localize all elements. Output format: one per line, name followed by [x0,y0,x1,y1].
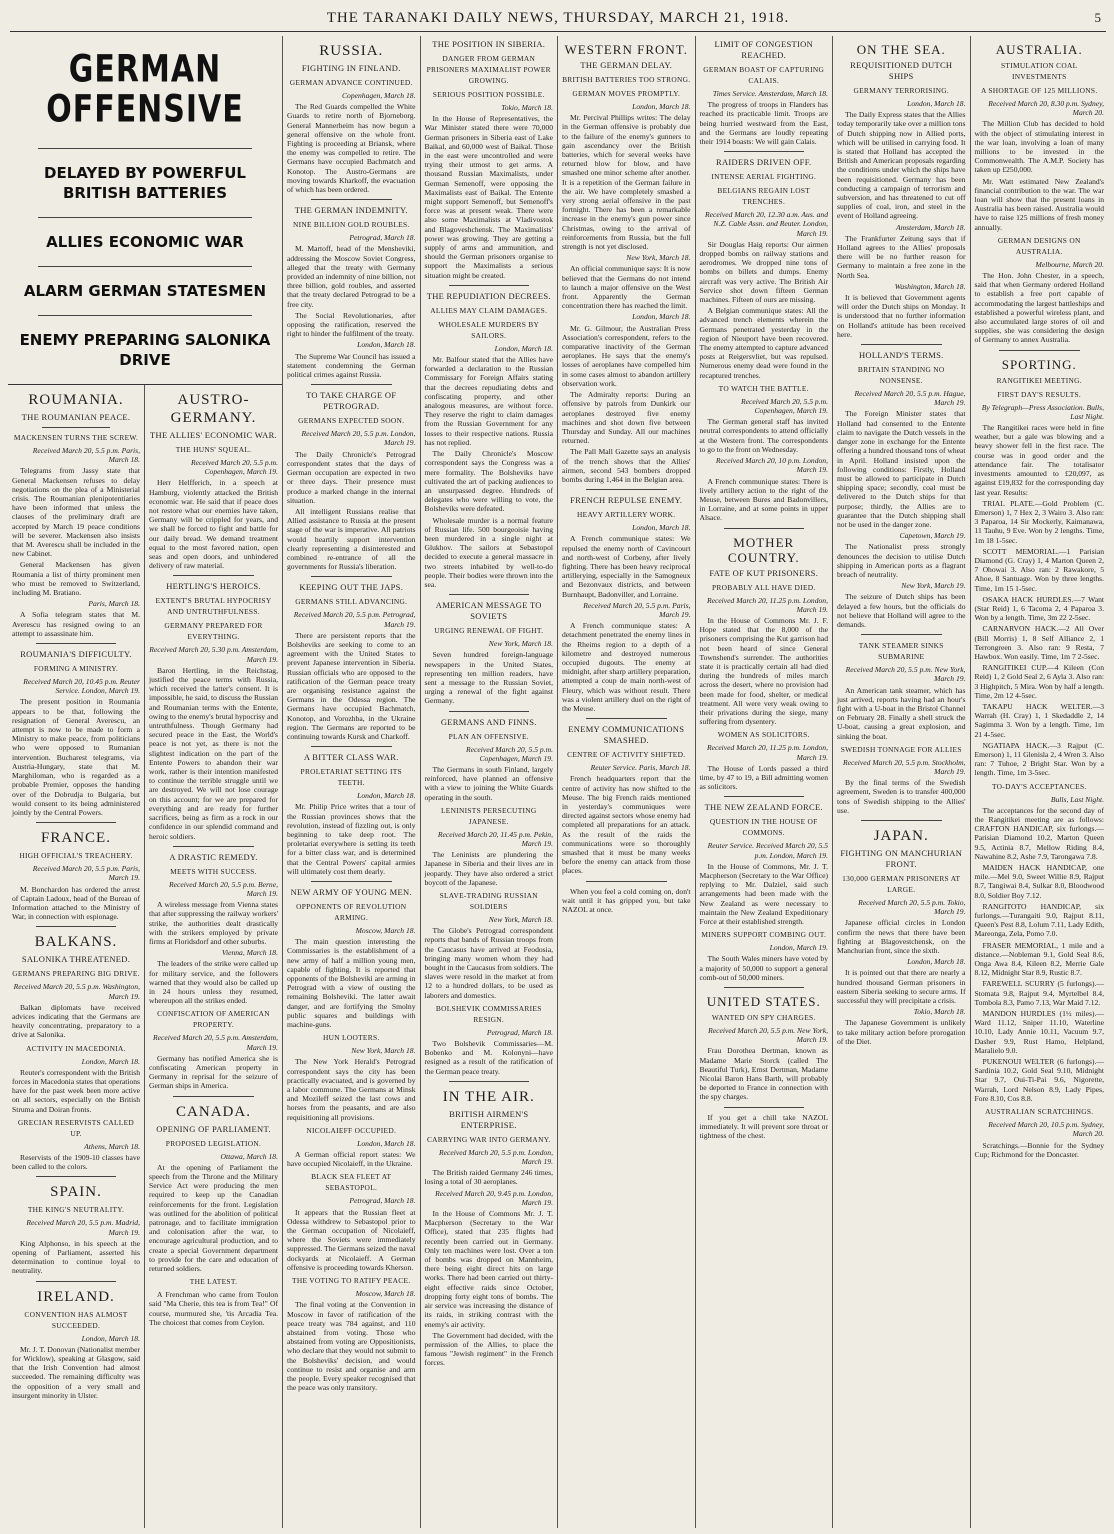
article-body: Seven hundred foreign-language newspapers in the United States, representing ten million readers, have sent a message to the Russian Soviet, urging a renewal of the fight against Germany. [424,650,553,706]
kicker: TO WATCH THE BATTLE. [718,383,809,393]
article-body: Mr. G. Gilmour, the Australian Press Association's correspondent, refers to the comparative inactivity of the German aeroplanes. He says that the enemy's losses of aeroplanes have compelled him in some cases almost to abandon artillery observation work. [562,323,691,388]
kicker: GERMANY PREPARED FOR EVERYTHING. [164,621,263,642]
dateline: Moscow, March 18. [355,1289,416,1299]
article-body: The Pall Mall Gazette says an analysis of the trench shows that the Allies' airmen, second 543 bombers dropped bombs during 1,464 in the Belgian area. [562,447,691,484]
lead-headlines [8,47,282,370]
dateline: Received March 20, 5.30 p.m. Amsterdam, March 19. [149,645,278,664]
article-body: The New York Herald's Petrograd correspondent says the city has been practically evacuated, and is governed by a labor commune. The Germans at Minsk and Mozileff seized the last cows and horses from the peasants, and are also requisitioning all provisions. [287,1057,416,1122]
kicker: EXTENT'S BRUTAL HYPOCRISY AND UNTRUTHFULNESS. [155,596,272,617]
article-body: The Germans in south Finland, largely reinforced, have planned an offensive with a view to joining the White Guards operating in the south. [424,764,553,802]
kicker: FORMING A MINISTRY. [33,664,119,674]
dateline: London, March 18. [357,340,416,350]
article-body: The Frankfurter Zeitung says that if Holland agrees to the Allies' proposals there will be no further reason for Germany to maintain a free zone in the North Sea. [837,233,966,280]
article-body: M. Bonchardon has ordered the arrest of Captain Ladoux, head of the Bureau of Information attached to the Ministry of War, in connection with espionage. [12,884,140,922]
dateline: Received March 20, 5.5 p.m. Hague, March 19. [854,389,966,408]
article-body: It appears that the Russian fleet at Odessa withdrew to Sebastopol prior to the German occupation of Nicolaieff, where the Soviets were immediately suppressed. The Germans seized the naval dockyards at Nicolaieff. A German offensive is proceeding towards Kherson. [287,1207,416,1272]
kicker: THE HUNS' SQUEAL. [175,445,252,454]
kicker: SALONIKA THREATENED. [21,954,131,965]
column-7 [833,36,971,1528]
kicker: STIMULATION COAL INVESTMENTS [1001,61,1078,81]
dateline: Washington, March 18. [894,281,966,291]
article-body: In the House of Commons, Mr. J. T. Macpherson (Secretary to the War Office) replying to Mr. Dalziel, said such arrangements had been made with the New Zealand as were necessary to maintain the New Zealand Expeditionary Force at their established strength. [699,861,828,926]
section-head: HERTLING'S HEROICS. [166,581,261,592]
dateline: Received March 20, 12.30 a.m. Aus. and N.Z. Cable Assn. and Reuter. London, March 19. [705,210,828,238]
article-body: The Japanese Government is unlikely to take military action before prorogation of the Diet. [837,1018,966,1046]
kicker: BRITAIN STANDING NO NONSENSE. [857,365,945,386]
article-body: Mr. Percival Phillips writes: The delay in the German offensive is probably due to the failure of the enemy's gunners to gain ascendancy over the British batteries, which for several weeks have returned blow for blow, and have smashed one minor scheme after another. It is a repetition of the German failure in the air. We have completely smashed a very strong aerial offensive in the past fortnight. There has been a remarkable increase in the enemy's gun power since Christmas, owing to the arrival of reinforcements from Russia, but the full strength is not yet disclosed. [562,113,691,252]
kicker: BOLSHEVIK COMMISSARIES RESIGN. [435,1003,542,1024]
dateline: Received March 20, 5.5 p.m. Madrid, March 19. [26,1218,140,1237]
dateline: Received March 20, 5.5 p.m. Paris, March 19. [583,600,691,619]
dateline: New York, March 18. [626,253,691,263]
acceptance-list: FAREWELL SCURRY (5 furlongs).—Stomata 9.8, Rajput 9.4, Myrtelbel 8.4, Tombola 8.3, Pamo 7.13, War Maid 7.12. [974,979,1104,1007]
kicker: THE GERMAN DELAY. [580,60,673,70]
headline-delayed: DELAYED BY POWERFUL BRITISH BATTERIES [44,164,246,202]
dateline: Received March 20, 8.30 p.m. Sydney, March 20. [988,99,1104,118]
section-head: WESTERN FRONT. [564,42,689,57]
dateline: Capetown, March 19. [899,531,966,541]
article-body: French headquarters report that the centre of activity has now shifted to the Meuse. The big French raids mentioned in yesterday's communiques were directed against sectors whose enemy had completed all preparations for an attack. As the result of the raids the communications were so thoroughly smashed that it must be many weeks before the enemy can attack from those places. [562,774,691,876]
article-body: A Frenchman who came from Toulon said "Ma Cherie, this tea is from Tea!" Of course, murmured she, 'tis Arcadia Tea. The choicest that comes from Ceylon. [149,1290,278,1327]
kicker: FATE OF KUT PRISONERS. [709,567,819,578]
dateline: Moscow, March 18. [355,926,416,935]
section-head: THE NEW ZEALAND FORCE. [704,802,823,813]
section-head: ENEMY COMMUNICATIONS SMASHED. [568,724,685,746]
article-body: It is believed that Government agents will order the Dutch ships on Monday. It is understood that no further information on Holland's attitude has been received here. [837,293,966,339]
column-3 [283,36,421,1528]
section-head: UNITED STATES. [706,994,821,1010]
columns [8,36,1108,1528]
kicker: NICOLAIEFF OCCUPIED. [306,1125,397,1135]
dateline: London, March 18. [632,523,691,533]
kicker: CONFISCATION OF AMERICAN PROPERTY. [157,1009,270,1030]
section-head: BALKANS. [34,934,118,951]
dateline: London, March 18. [907,957,966,967]
kicker: THE LATEST. [189,1277,238,1287]
article-body: The Foreign Minister states that Holland had consented to the Entente claim to navigate the Dutch vessels in the danger zone in exchange for the Entente offering a hundred thousand tons of wheat in April. Holland insisted upon the following conditions: Firstly, Holland must be allowed to participate in Dutch shipping space; secondly, coal must be delivered to the Dutch ships for that purpose; thirdly, the Allies are to guarantee that the Dutch shipping shall not be used in the danger zone. [837,409,966,529]
section-head: THE GERMAN INDEMNITY. [294,205,408,216]
dateline: New York, March 18. [351,1046,416,1056]
kicker: LENINISTS PERSECUTING JAPANESE. [440,805,537,826]
article-body: The Red Guards compelled the White Guards to retire north of Bjorneborg. General Mannerheim has now begun a general offensive on the whole front. Fighting is proceeding at Briansk, where the enemy was compelled to retire. The Germans have occupied Bachmatch and Konotop. The Austro-Germans are moving towards Kharkoff, the evacuation of which has been ordered. [287,102,416,195]
kicker: BRITISH BATTERIES TOO STRONG. [562,75,691,84]
dateline: Tokio, March 18. [501,103,553,112]
kicker: AUSTRALIAN SCRATCHINGS. [985,1107,1094,1117]
article-body: Mr. J. T. Donovan (Nationalist member for Wicklow), speaking at Glasgow, said that the Irish Convention had almost succeeded. The remaining difficulty was the opposition of a very small and insurgent minority in Ulster. [12,1344,140,1400]
article-body: An American tank steamer, which has just arrived, reports having had an hour's fight with a U-boat in the Bristol Channel on February 28. Finally a shell struck the U-boat, causing a great explosion, and sinking the boat. [837,685,966,741]
dateline: Melbourne, March 20. [1035,259,1104,269]
article-body: An official communique says: It is now believed that the Germans do not intend to launch a major offensive on the West front. Apparently the German concentration there has reached the limit. [562,264,691,311]
dateline: Received March 20, 5.5 p.m. Copenhagen, March 19. [740,396,828,416]
article-body: M. Martoff, head of the Mensheviki, addressing the Moscow Soviet Congress, alleged that the treaty with Germany provided an indemnity of nine billion, not three billion, gold roubles, and asserted that the treaty declared Petrograd to be a free city. [287,244,416,309]
dateline: Received March 20, 5.5 p.m. Paris, March 19. [32,864,140,883]
article-body: A French communique states: We repulsed the enemy north of Cavincourt and north-west of Corbeny, after lively fighting. There has been heavy reciprocal artillerying, especially in the Samogneux and Bezonvaux districts, and between Burnhaupt, Badonviller, and Lorraine. [562,534,691,599]
article-body: Mr. Watt estimated New Zealand's financial contribution to the war. The war loan will show that the present loans in Australia has been raised. Australia would have to raise 125 millions of fresh money annually. [974,176,1104,232]
kicker: RANGITIKEI MEETING. [996,375,1082,385]
kicker: TANK STEAMER SINKS SUBMARINE [858,641,944,662]
kicker: REQUISITIONED DUTCH SHIPS [850,60,953,81]
kicker: SWEDISH TONNAGE FOR ALLIES [840,744,962,754]
article-body: Telegrams from Jassy state that General Mackensen refuses to delay negotiations on the plea of a Ministerial crisis. The Roumanian plenipotentiaries have been informed that unless the clauses of the preliminary draft are accepted by March 19 peace conditions will be severer. Mackensen also insists that M. Averescu shall be included in the new Cabinet. [12,466,140,559]
article-body: In the House of Commons Mr. J. T. Macpherson (Secretary to the War Office), stated that 235 flights had recently been carried out in Germany. Only ten machines were lost. Over a ton of bombs was dropped on Mannheim, there being eight direct hits on large works. There had been carried out thirty-eight effective raids since October, dropping forty eight tons of bombs. The air service was increasing the distance of its raids, in striking contrast with the enemy's air activity. [424,1209,553,1329]
article-body: Herr Helfferich, in a speech at Hamburg, violently attacked the British economic war. He said that if peace does not restore what our enemies have taken, Germany will be crippled for years, and we shall be forced to fight and battle for our daily bread. We demand treatment equal to the most favored nation, open seas and open doors, and unhindered delivery of raw material. [149,478,278,571]
kicker: WHOLESALE MURDERS BY SAILORS. [438,319,540,340]
race-result: NGATIAPA HACK.—3 Rajput (C. Emerson) 1, 11 Glenisla 2, 4 Wren 3. Also ran: 7 Tuhoe, 2 Bright Star. Won by a length. Time, 1m 3-5sec. [974,740,1104,778]
kicker: THE ROUMANIAN PEACE. [21,412,131,422]
article-body: There are persistent reports that the Bolsheviks are seeking to come to an agreement with the United States to prevent Japanese intervention in Siberia. Russian officials who are opposed to the ratification of the German peace treaty are organising resistance against the Germans in the Odessa region. The Germans have occupied Bachmatch, Konotop, and Vorozhba, in the Ukraine region. The Germans are reported to be continuing towards Kursk and Charkoff. [287,630,416,741]
section-head: RUSSIA. [319,43,384,59]
article-body: King Alphonso, in his speech at the opening of Parliament, asserted his determination to continue loyal to neutrality. [12,1238,140,1276]
dateline: Received March 20, 5.5 p.m. New York, March 19. [708,1026,828,1045]
article-body: The leaders of the strike were called up for military service, and the followers warned that they would also be called up in 24 hours unless they resumed, whereupon all the strikes ended. [149,959,278,1006]
dateline: Received March 20, 5.5 p.m. Paris, March 18. [32,446,140,465]
article-body: All intelligent Russians realise that Allied assistance to Russia at the present stage of the war is imperative. All patriots would heartily support intervention clearly representing a disinterested and combined re-entrance of all the governments for Russia's liberation. [287,506,416,572]
section-head: A BITTER CLASS WAR. [303,752,399,763]
dateline: Athens, March 18. [84,1141,140,1151]
kicker: MEETS WITH SUCCESS. [170,866,257,876]
section-head: SPAIN. [50,1184,102,1201]
column-4 [421,36,559,1528]
article-body: Sir Douglas Haig reports: Our airmen dropped bombs on railway stations and aerodromes. We dropped nine tons of bombs on billets and dumps. Enemy aircraft was very active. The British Air Service shot down fifteen German machines. Fifteen of ours are missing. [699,239,828,305]
article-body: Reservists of the 1909-10 classes have been called to the colors. [12,1152,140,1172]
kicker: DANGER FROM GERMAN PRISONERS MAXIMALIST POWER GROWING. [426,54,551,85]
article-body: The Globe's Petrograd correspondent reports that bands of Russian troops from the Caucasus have arrived at Feodosia, bringing many women whom they had bought in the Caucasus from soldiers. The slaves were resold in the market at from 12 to a hundred dollars, to be used as laborers and domestics. [424,926,553,1000]
section-head: CANADA. [176,1103,251,1120]
dateline: Received March 20, 9.45 p.m. London, March 19. [435,1188,553,1207]
section-head: AMERICAN MESSAGE TO SOVIETS [435,600,542,622]
advertisement-text: When you feel a cold coming on, don't wait until it has gripped you, but take NAZOL at once. [562,886,691,915]
article-body: The Rangitikei races were held in fine weather, but a gale was blowing and a heavy shower fell in the first race. The course was in good order and the attendance fair. The totalisator investments amounted to £20,097, as against £19,832 for the corresponding day last year. Results: [974,423,1104,497]
section-head: LIMIT OF CONGESTION REACHED. [714,39,814,60]
race-result: OSAKA HACK HURDLES.—7 Want (Star Reid) 1, 6 Tacoma 2, 4 Paparoa 3. Won by a length. Time, 3m 22 2-5sec. [974,594,1104,623]
article-body: Germany has notified America she is confiscating American property in Germany in reprisal for the seizure of German ships in America. [149,1053,278,1091]
article-body: The Nationalist press strongly denounces the decision to utilise Dutch shipping in American ports as a flagrant breach of neutrality. [837,542,966,579]
dateline: Received March 20, 5.5 p.m. Stockholm, March 19. [843,757,966,776]
article-body: Mr. Balfour stated that the Allies have forwarded a declaration to the Russian Commissary for Foreign Affairs stating that the decrees repudiating debts and confiscating property, and other analogous measures, are without force. They reserve the right to claim damages from the Russian Government for any losses to their respective nations. Russia has not replied. [424,355,553,447]
dateline: Received March 20, 5.5 p.m. Copenhagen, March 19. [190,458,278,477]
dateline: Received March 20, 5.5 p.m. Tokio, March 19. [858,898,966,917]
kicker: WOMEN AS SOLICITORS. [717,730,810,740]
kicker: WANTED ON SPY CHARGES. [711,1013,816,1023]
article-body: The Hon. John Chester, in a speech, said that when Germany ordered Holland to establish a free port capable of accommodating the largest battleships and established a powerful wireless plant, and also accumulated large stores of oil and supplies, she was considering the design of Germany to annex Australia. [974,271,1104,345]
article-body: A French communique states: A detachment penetrated the enemy lines in the Rheims region to a depth of a kilometre and destroyed numerous occupied dugouts. The enemy at midnight, after sharp artillery preparation, attempted a coup de main north-west of Fleury, which was without result. There was a violent artillery duel on the right of the Meuse. [562,621,691,713]
dateline: Received March 20, 11.25 p.m. London, March 19. [706,595,828,614]
kicker: PROPOSED LEGISLATION. [165,1138,262,1148]
dateline: Received March 20, 5.5 p.m. New York, March 19. [845,665,966,684]
dateline: London, March 18. [632,312,691,322]
kicker: GRECIAN RESERVISTS CALLED UP. [17,1117,135,1138]
kicker: OPPONENTS OF REVOLUTION ARMING. [296,902,407,922]
dateline: London, March 18. [81,1333,140,1343]
kicker: GERMANY TERRORISING. [853,86,949,95]
dateline: Received March 20, 10 p.m. London, March 19. [715,456,828,475]
headline-german-offensive: GERMAN OFFENSIVE [46,47,244,132]
article-body: In the House of Commons Mr. J. F. Hope stated that the 8,000 of the prisoners comprising the Kut garrison had not been heard of since General Townshend's surrender. The authorities state it is practically certain all had died during the hundreds of miles march across the desert, where no provision had been made for food, shelter, or medical treatment. All were very weak owing to their privations during the siege, many suffering from dysentery. [699,615,828,727]
article-body: A Belgian communique states: All the advanced trench elements wherein the Germans penetrated yesterday in the region of Nieuport have been recovered. The enemy attempted to capture advanced posts at Reigersvliet, but was repulsed. Numerous enemy dead were found in the recaptured trenches. [699,306,828,380]
dateline: London, March 18. [357,1138,416,1148]
kicker: HEAVY ARTILLERY WORK. [577,510,676,520]
kicker: HUN LOOTERS. [322,1033,380,1043]
section-head: A DRASTIC REMEDY. [169,851,258,862]
dateline: Reuter Service. Received March 20, 5.5 p.m. London, March 19. [707,841,828,860]
headline-economic-war: ALLIES ECONOMIC WAR [46,233,244,251]
kicker: BRITISH AIRMEN'S ENTERPRISE. [449,1108,529,1130]
kicker: CARRYING WAR INTO GERMANY. [426,1134,551,1144]
race-result: SCOTT MEMORIAL.—1 Parisian Diamond (G. Cray) 1, 4 Marton Queen 2, 7 Ohowai 3. Also ran: 2 Rawakore, 5 Ahoe, 8 Santuage. Won by three lengths. Time, 1m 15 1-5sec. [974,546,1104,593]
article-body: Scratchings.—Bonnie for the Sydney Cup; Richmond for the Doncaster. [974,1140,1104,1159]
kicker: THE ALLIES' ECONOMIC WAR. [150,430,277,440]
dateline: Ottawa, March 18. [220,1151,278,1161]
article-body: The Social Revolutionaries, after opposing the ratification, reserved the right to hinder the fulfilment of the treaty. [287,310,416,339]
dateline: Received March 20, 5.5 p.m. Petrograd, March 19. [293,610,416,629]
section-head: TO TAKE CHARGE OF PETROGRAD. [306,390,397,412]
kicker: GERMANS EXPECTED SOON. [298,416,405,426]
article-body: Frau Dorothea Dertman, known as Madame Marie Storck (called The Beautiful Turk), Ernst Dertman, Madame Nicolai Baron Hans Barth, will probably be deported to France in connection with the spy charges. [699,1046,828,1102]
kicker: GERMAN ADVANCE CONTINUED. [289,78,413,87]
article-body: The Daily Chronicle's Moscow correspondent says the Congress was a mere formality. The Bolsheviks have cultivated the art of packing audiences to an unsurpassed degree. Hundreds of delegates who were willing to vote, the Bolsheviks were defeated. [424,449,553,514]
dateline: New York, March 19. [901,581,966,591]
dateline: London, March 18. [357,791,416,801]
article-body: The German general staff has invited neutral correspondents to attend officially at the Western front. The correspondents to go to the front on Wednesday. [699,417,828,454]
kicker: CENTRE OF ACTIVITY SHIFTED. [567,750,686,760]
article-body: Balkan diplomats have received advices indicating that the Germans are heavily concentrating, preparatory to a drive at Salonika. [12,1002,140,1040]
article-body: The Supreme War Council has issued a statement condemning the German political crimes against Russia. [287,351,416,380]
page-number: 5 [1094,10,1102,25]
kicker: THE VOTING TO RATIFY PEACE. [292,1276,411,1286]
dateline: London, March 18. [494,343,553,353]
article-body: A wireless message from Vienna states that after suppressing the railway workers' strike, the authorities dealt drastically with the strikers employed by private firms at Floridsdorf and other suburbs. [149,900,278,946]
section-head: SPORTING. [1001,356,1077,372]
kicker: ALLIES MAY CLAIM DAMAGES. [430,305,548,315]
advertisement-text: If you get a chill take NAZOL immediately. It will prevent sore throat or tightness of the chest. [699,1112,828,1141]
section-head: ON THE SEA. [856,42,946,57]
kicker: GERMAN BOAST OF CAPTURING CALAIS. [703,65,825,85]
kicker: GERMAN DESIGNS ON AUSTRALIA. [997,235,1081,256]
kicker: FIGHTING ON MANCHURIAN FRONT. [840,848,963,869]
dateline: Received March 20, 5.5 p.m. London, March 19. [301,429,416,448]
section-head: HOLLAND'S TERMS. [858,350,944,361]
dateline: Reuter Service. Paris, March 18. [590,763,691,773]
article-body: The Government had decided, with the permission of the Allies, to place the famous "Jewish regiment" in the French forces. [424,1330,553,1368]
kicker: PLAN AN OFFENSIVE. [448,731,529,741]
dateline: Petrograd, March 18. [349,1196,416,1206]
kicker: A SHORTAGE OF 125 MILLIONS. [981,86,1098,95]
kicker: FIGHTING IN FINLAND. [301,63,401,73]
acceptance-list: PUKENOUI WELTER (6 furlongs).—Sardinia 10.2, Gold Seal 9.10, Midnight Star 9.7, Oui-Ti-Pai 9.6, Nigorette, Warrah, Lord Nelson 8.9, Lady Pipes, Fore 8.10, Cos 8.8. [974,1057,1104,1103]
headline-alarm: ALARM GERMAN STATESMEN [23,282,267,300]
section-head: THE REPUDIATION DECREES. [426,290,551,301]
article-body: The present position in Roumania appears to be that, following the resignation of General Averescu, an attempt is now to be made to form a Ministry to make peace, from politicians who were opposed to Rumanian intervention. Bucharest telegrams, via Austria-Hungary, state that M. Marghiloman, who is regarded as a probable Premier, opposes the handing over of the Dobrudja to Bulgaria, but would consent to its being administered jointly by the Central Powers. [12,697,140,817]
column-6 [696,36,834,1528]
article-body: The Leninists are plundering the Japanese in Siberia and their lives are in jeopardy. They have also ordered a strict boycott of the Japanese. [424,850,553,887]
dateline: Received March 20, 10.5 p.m. Sydney, March 20. [988,1120,1104,1139]
dateline: Received March 20, 5.5 p.m. Copenhagen, March 19. [465,744,553,763]
section-head: AUSTRO-GERMANY. [170,392,257,426]
kicker: INTENSE AERIAL FIGHTING. [711,172,817,182]
article-body: Wholesale murder is a normal feature of Russian life. 500 bourgeoisie having been murdered in a single night at Glukhov. The sailors at Sebastopol decided to execute a general massacre in two streets inhabited by well-to-do people. Their bodies were thrown into the sea. [424,515,553,589]
dateline: Petrograd, March 18. [486,1027,553,1037]
article-body: Japanese official circles in London confirm the news that there have been fighting at Blagovestchensk, on the Manchurian front, since the sixth. [837,918,966,956]
article-body: Mr. Philip Price writes that a tour of the Russian provinces shows that the revolution, instead of fizzling out, is only beginning to take deep root. The proletariat everywhere is setting its teeth for a bitter class war, and is determined that the Central Powers' capital armies will ultimately cost them dearly. [287,802,416,876]
section-roumania-head: ROUMANIA. [28,392,124,408]
dateline: Received March 20, 11.25 p.m. London, March 19. [706,743,828,762]
kicker: CONVENTION HAS ALMOST SUCCEEDED. [24,1309,128,1330]
section-head: IN THE AIR. [442,1088,535,1105]
acceptance-list: MANDON HURDLES (1½ miles).—Ward 11.12, Sniper 11.10, Waterline 10.10, Lady Annie 10.11, Vacuum 9.7, Dasher 9.9, Rust Hamo, Helpland, Maralielo 9.0. [974,1009,1104,1055]
acceptance-list: The acceptances for the second day of the Rangitikei meeting are as follows: CRAFTON HANDICAP, six furlongs.—Parisian Diamond 10.2, Marton Queen 9.5, Actinia 8.7, Mellow Riding 8.4, Nawahine 8.2, Ashe 7.9, Tarongawa 7.8. [974,805,1104,861]
dateline: London, March 18. [81,1056,140,1066]
article-body: At the opening of Parliament the speech from the Throne and the Military Service Act were producing the men required to keep up the Canadian reinforcements for the front. Legislation was outlined for the abolition of political patronage, and to facilitate immigration and colonisation after the war, to encourage agricultural production, and to create a special Government department to provide for the care and education of returned soldiers. [149,1162,278,1273]
dateline: Bulls, Last Night. [1050,794,1104,804]
dateline: London, March 18. [632,102,691,111]
column-5 [558,36,696,1528]
kicker: 130,000 GERMAN PRISONERS AT LARGE. [842,874,961,894]
article-body: By the final terms of the Swedish agreement, Sweden is to transfer 400,000 tons of Swedish shipping to the Allies' use. [837,778,966,815]
article-body: General Mackensen has given Roumania a list of thirty prominent men who must be removed to Switzerland, including M. Bratiano. [12,560,140,598]
kicker: SERIOUS POSITION POSSIBLE. [432,90,545,99]
race-result: CARNARVON HACK.—2 All Over (Bill Morris) 1, 8 Self Alliance 2, 1 Terrongreen 3. Also ran: 9 Resta, 7 Hawbox. Won easily. Time, 1m 7 2-5sec. [974,624,1104,661]
acceptance-list: RANGITOTO HANDICAP, six furlongs.—Turangaiti 9.0, Rajput 8.11, Queen's Pest 8.8, Lolum 7.11, Lady Edith, Mareonga, Zela, Pomo 7.0. [974,901,1104,939]
dateline: Times Service. Amsterdam, March 18. [712,89,828,98]
race-result: RANGITIKEI CUP.—4 Kileen (Con Reid) 1, 2 Gold Seal 2, 6 Ayla 3. Also ran: 3 Highpitch, 5 Mira. Won by half a length. Time, 2m 12 4-5sec. [974,663,1104,700]
article-body: The Daily Chronicle's Petrograd correspondent states that the days of German occupation are expected in two or three days. Their presence must produce a marked change in the internal situation. [287,449,416,505]
section-head: GERMANS AND FINNS. [440,716,537,727]
article-body: It is pointed out that there are nearly a hundred thousand German prisoners in eastern Siberia seeking to secure arms. If successful they will precipitate a crisis. [837,968,966,1006]
kicker: URGING RENEWAL OF FIGHT. [434,626,544,636]
article-body: Two Bolshevik Commissaries—M. Bobenko and M. Kolonyni—have resigned as a result of the ratification of the German peace treaty. [424,1039,553,1076]
section-head: JAPAN. [873,828,929,844]
kicker: MACKENSEN TURNS THE SCREW. [13,433,139,442]
kicker: BLACK SEA FLEET AT SEBASTOPOL. [311,1172,392,1193]
article-body: The Million Club has decided to hold with the object of stimulating interest in the war loan, involving a loan of many millions to be invested in the Commonwealth. The A.M.P. Society has taken up £250,000. [974,119,1104,175]
kicker: FIRST DAY'S RESULTS. [997,389,1082,399]
column-2 [145,385,282,1528]
dateline: Received March 20, 5.5 p.m. Berne, March 19. [169,879,278,898]
section-head: AUSTRALIA. [995,42,1083,57]
kicker: THE KING'S NEUTRALITY. [27,1205,125,1215]
section-head: THE POSITION IN SIBERIA. [432,39,546,49]
article-body: The main question interesting the Commissaries is the establishment of a new army of half a million young men, capable of fighting. It is reported that opponents of the Bolsheviki are arming in Petrograd with a view of ousting the remaining Bolsheviki. The latter await danger, and are fortifying the Smolny public squares and buildings with machine-guns. [287,937,416,1030]
article-body: Reuter's correspondent with the British forces in Macedonia states that operations have for the past week been more active on all sectors, especially on the British Struma and Doiran fronts. [12,1067,140,1114]
article-body: The seizure of Dutch ships has been delayed a few hours, but the officials do not believe that Holland will agree to the demands. [837,592,966,629]
masthead [10,10,1106,32]
kicker: BELGIANS REGAIN LOST TRENCHES. [717,186,811,207]
column-1 [8,385,145,1528]
headline-salonika: ENEMY PREPARING SALONIKA DRIVE [19,331,271,369]
dateline: Copenhagen, March 18. [341,91,416,100]
kicker: SLAVE-TRADING RUSSIAN SOLDIERS [439,891,538,911]
dateline: Received March 20, 5.5 p.m. Washington, March 19. [13,982,140,1001]
section-head: ROUMANIA'S DIFFICULTY. [20,649,132,660]
acceptance-list: MAIDEN HACK HANDICAP, one mile.—Mel 9.0, Sweet Willie 8.9, Rajput 8.7, Tangiwai 8.4, Sulkar 8.0, Bloodwood 8.0, Soldier Boy 7.12. [974,863,1104,900]
kicker: GERMANS STILL ADVANCING. [295,597,408,607]
article-body: The final voting at the Convention in Moscow in favor of ratification of the peace treaty was 784 against, and 110 abstained from voting. Those who abstained from voting are Oppositionists, who declare that they would not submit to the Bolsheviks' decision, and would continue to resist and organise and arm the people. Every speaker recognised that the peace was only transitory. [287,1300,416,1393]
kicker: NINE BILLION GOLD ROUBLES. [292,220,410,230]
dateline: Tokio, March 18. [913,1007,966,1017]
article-body: The Daily Express states that the Allies today temporarily take over a million tons of Dutch shipping now in Allied ports, which will be utilised in carrying food. It is stated that Holland has accepted the British and American proposals regarding the conditions under which the ships have been requisitioned. Germany has been conducting a campaign of terrorism and subversion, and has threatened to cut off supplies of coal, iron, and steel in the event of Holland agreeing. [837,110,966,221]
article-body: Baron Hertling, in the Reichstag, justified the peace terms with Russia, which received the latter's consent. It is impossible, he said, to discuss the Russian and Roumanian terms with the Entente, owing to the enemy's brutal hypocrisy and untruthfulness. Though Germany had secured peace in the East, the World's peace is not yet, as there is not the slightest indication on the part of the Entente Powers to abandon their war work, rather is their intention manifested to continue the terrible struggle until we are destroyed. We will not lose courage on this account; for we are prepared for everything and are ready for further sacrifices, being as firm as a rock in our confidence in our splendid command and heroic soldiers. [149,665,278,841]
dateline: London, March 19. [769,943,828,953]
dateline: New York, March 18. [488,915,553,924]
masthead-title: THE TARANAKI DAILY NEWS, THURSDAY, MARCH 21, 1918. [326,10,790,26]
kicker: GERMAN MOVES PROMPTLY. [572,89,681,98]
article-body: The Admiralty reports: During an offensive by patrols from Dunkirk our aeroplanes destroyed five enemy machines and shot down five between Thursday and Sunday. All our machines returned. [562,390,691,446]
kicker: GERMANS PREPARING BIG DRIVE. [12,969,140,979]
article-body: A Sofia telegram states that M. Averescu has resigned owing to an attempt to assassinate him. [12,610,140,638]
dateline: Amsterdam, March 18. [896,222,966,232]
dateline: Received March 20, 10.45 p.m. Reuter Service. London, March 19. [23,677,140,696]
section-head: MOTHER COUNTRY. [727,534,800,565]
article-body: The South Wales miners have voted by a majority of 50,000 to support a general comb-out of 50,000 miners. [699,954,828,982]
lead-column [8,36,283,1528]
section-head: FRANCE. [41,830,111,847]
section-head: NEW ARMY OF YOUNG MEN. [290,887,412,897]
dateline: Paris, March 18. [88,599,140,609]
dateline: Received March 20, 5.5 p.m. London, March 19. [438,1147,553,1167]
dateline: London, March 18. [907,99,966,108]
kicker: PROBABLY ALL HAVE DIED. [711,582,816,592]
acceptance-list: FRASER MEMORIAL, 1 mile and a distance.—Nobleman 9.1, Gold Seal 8.6, Onga Awa 8.4, Kileen 8.2, Merrie Gale 8.12, Midnight Star 8.9, Rustic 8.7. [974,940,1104,978]
article-body: The British raided Germany 246 times, losing a total of 30 aeroplanes. [424,1168,553,1187]
section-head: RAIDERS DRIVEN OFF. [716,157,812,168]
kicker: OPENING OF PARLIAMENT. [156,1123,271,1134]
article-body: A French communique states: There is lively artillery action to the right of the Meuse, between Bures and Badonvillers, in Lorraine, and at some points in upper Alsace. [699,476,828,523]
race-result: TAKAPU HACK WELTER.—3 Warrah (H. Cray) 1, 1 Skedaddle 2, 14 Sagimma 3. Won by a length. Time, 1m 21 4-5sec. [974,701,1104,739]
dateline: Received March 20, 11.45 p.m. Pekin, March 19. [437,829,553,848]
article-body: The progress of troops in Flanders has reached its practicable limit. Troops are being hurried westward from the East, and the Germans are loudly repeating their 1914 boasts: We will gain Calais. [699,100,828,147]
column-8 [971,36,1109,1528]
section-head: IRELAND. [37,1288,115,1305]
kicker: HIGH OFFICIAL'S TREACHERY. [19,851,133,861]
article-body: A German official report states: We have occupied Nicolaieff, in the Ukraine. [287,1150,416,1169]
dateline: New York, March 18. [488,639,553,649]
kicker: QUESTION IN THE HOUSE OF COMMONS. [709,817,818,838]
race-result: TRIAL PLATE.—Gold Problem (C. Emerson) 1, 7 Hex 2, 3 Wairo 3. Also ran: 3 Paparoa, 14 Sir Mockerly, Kaimanawa, 11 Tauhu, 9 Eve. Won by 2 lengths. Time, 1m 18 1-5sec. [974,498,1104,545]
kicker: MINERS SUPPORT COMBING OUT. [701,930,827,940]
article-body: In the House of Representatives, the War Minister stated there were 70,000 German prisoners in Siberia east of Lake Baikal, and 60,000 west of Baikal. Those in the east were uncontrolled and were trying their utmost to get arms. A thousand Russian Maximalists, under German Semenoff, were opposing the Maximalists east of Baikal. The Entente might support Semenoff, but Semenoff's force was at present weak. There were also some Maximalists at Vladivostok and Blagoveshchensk. The Maximalists' power was growing. They are getting a supply of arms and ammunition, and should the German prisoners organise to support the Maximalists a serious situation might be created. [424,114,553,280]
dateline: Received March 20, 5.5 p.m. Amsterdam, March 19. [153,1033,278,1052]
dateline: Vienna, March 18. [221,948,278,958]
kicker: TO-DAY'S ACCEPTANCES. [991,781,1087,791]
kicker: PROLETARIAT SETTING ITS TEETH. [300,767,402,788]
section-head: FRENCH REPULSE ENEMY. [570,495,683,506]
kicker: ACTIVITY IN MACEDONIA. [26,1043,126,1053]
dateline: Petrograd, March 18. [349,233,416,243]
section-head: KEEPING OUT THE JAPS. [299,582,404,593]
article-body: The House of Lords passed a third time, by 47 to 19, a Bill admitting women as solicitors. [699,763,828,792]
dateline: By Telegraph—Press Association. Bulls, Last Night. [981,402,1104,421]
